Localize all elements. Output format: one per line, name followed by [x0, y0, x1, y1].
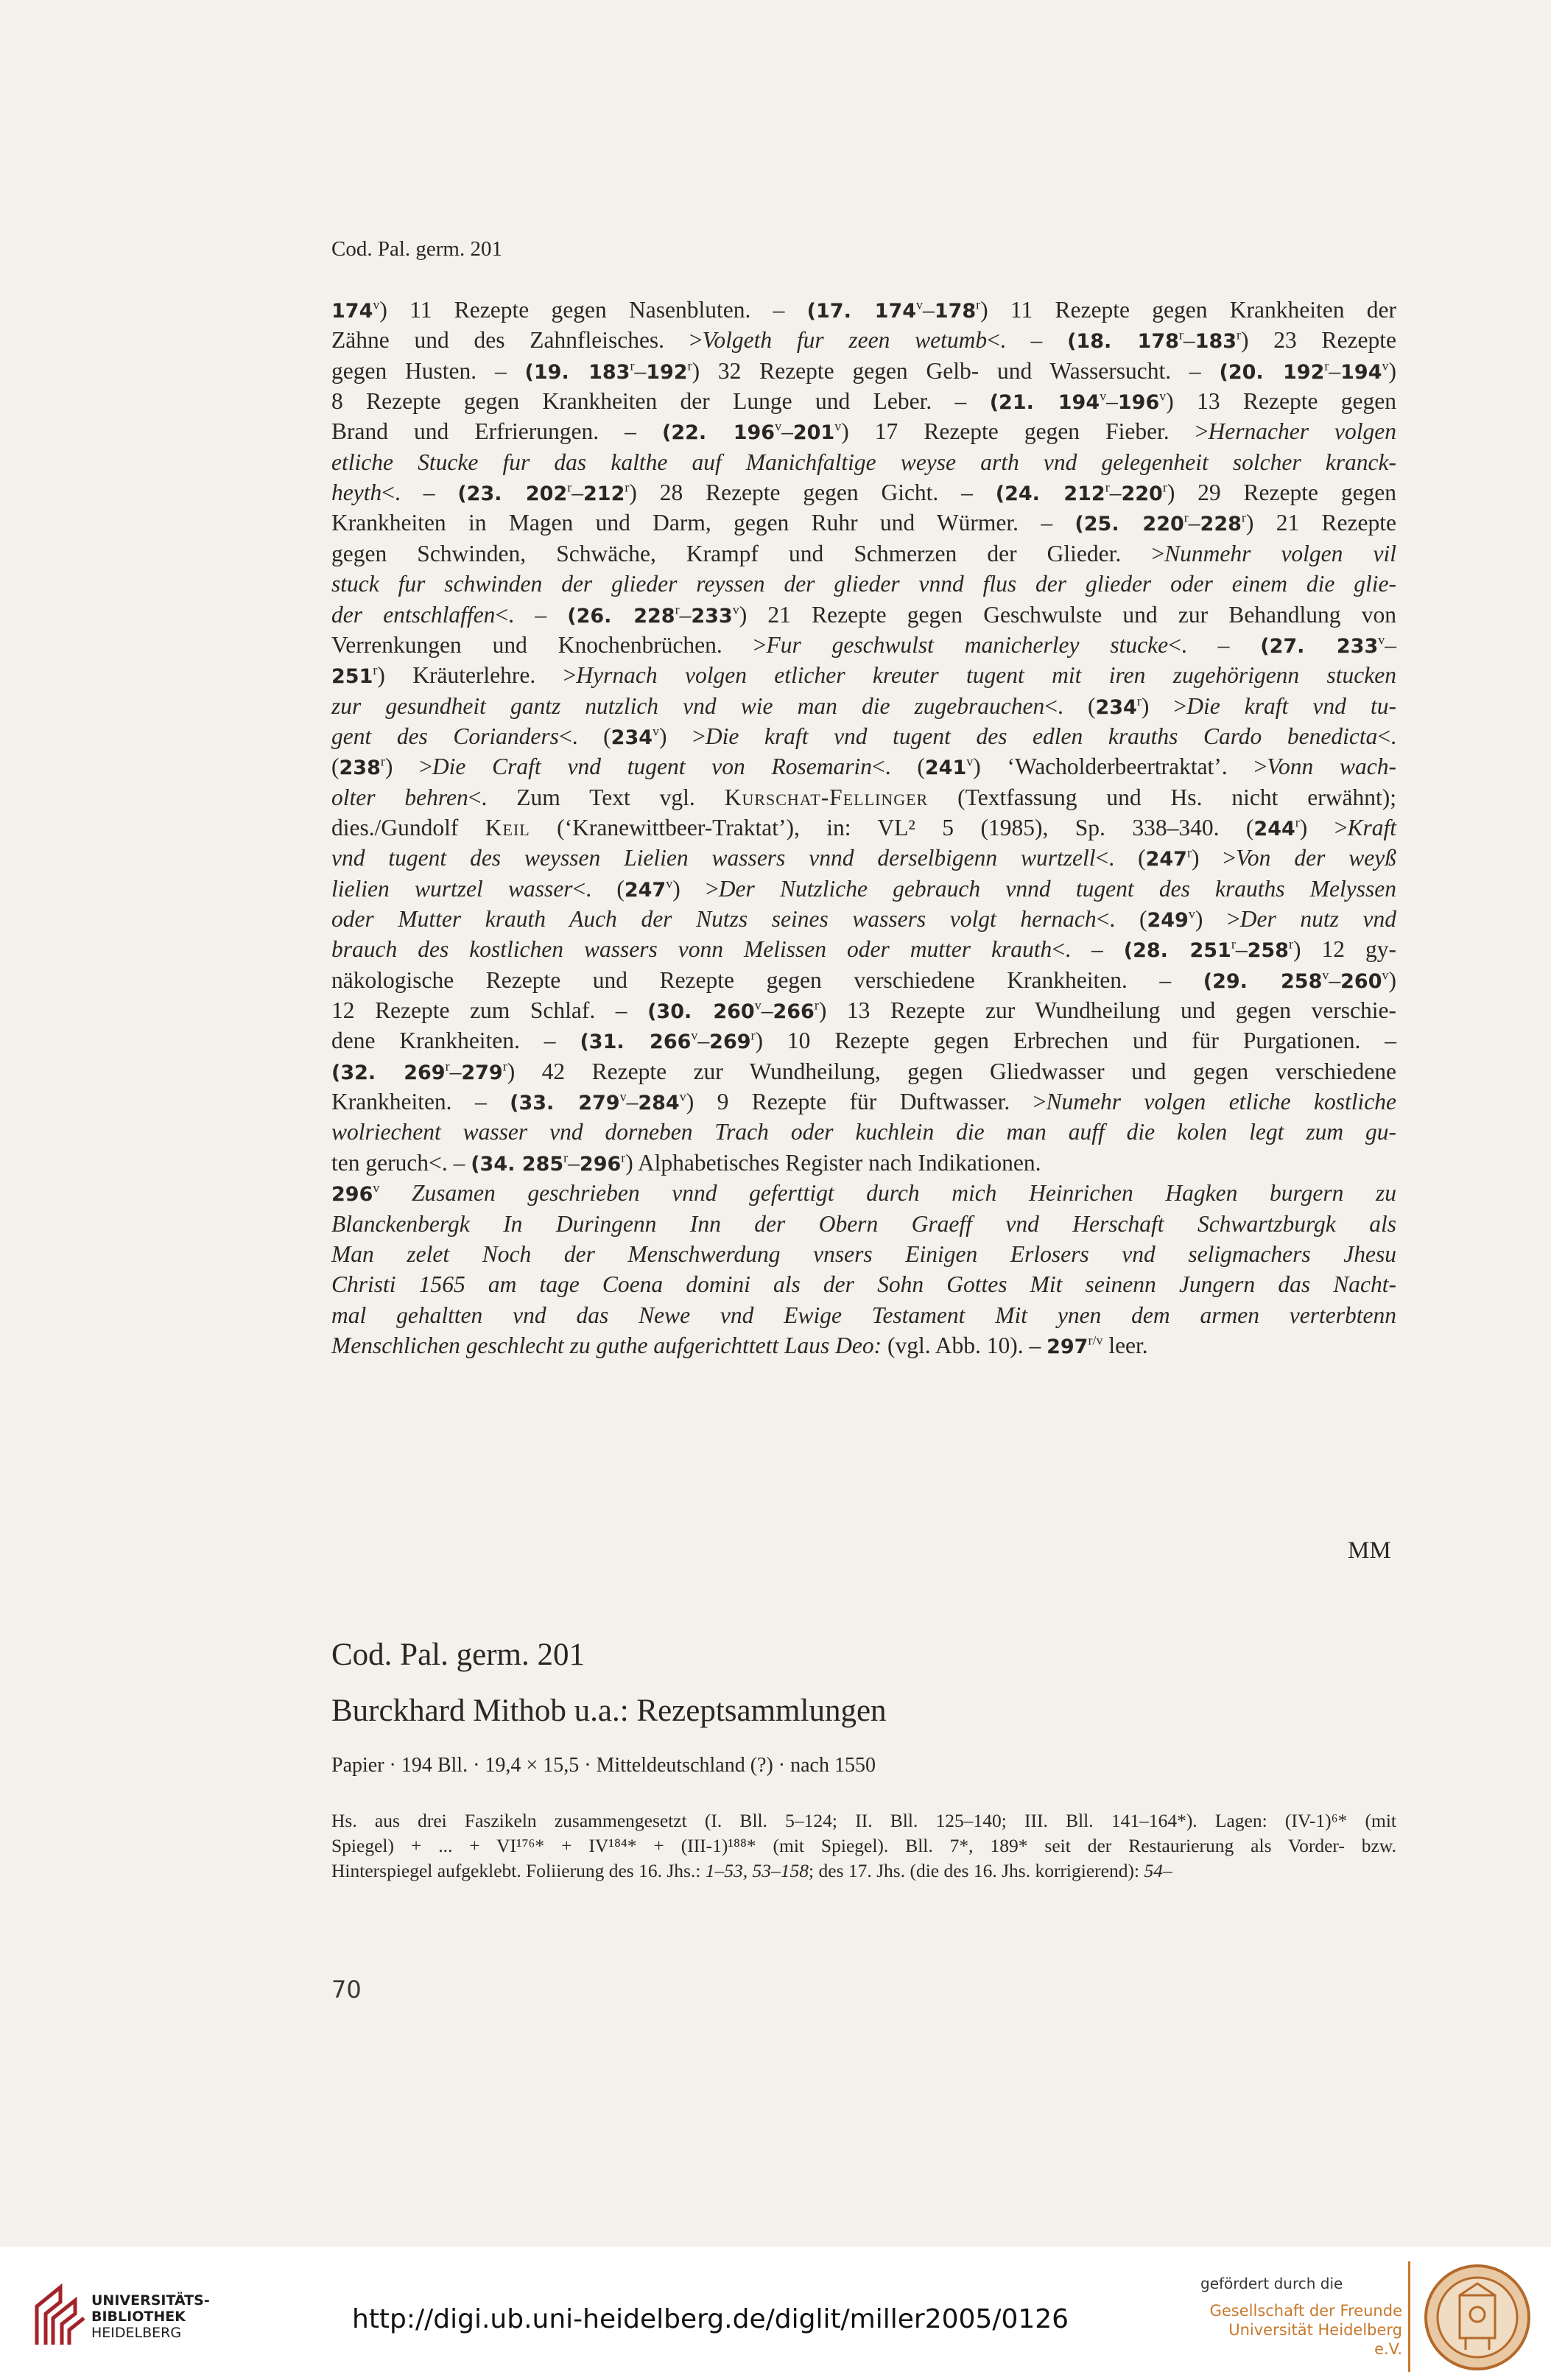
entry-line: mal gehaltten vnd das Newe vnd Ewige Testament Mit ynen dem armen verterbtenn	[331, 1302, 1396, 1328]
entry-line: gegen Husten. – (19. 183$^r$–192$^r$) 32 Rezepte gegen Gelb- und Wassersucht. – (20. 192$^r$–194$^v$)	[331, 357, 1397, 384]
entry-line: olter behren<. Zum Text vgl. Kurschat-Fellinger (Textfassung und Hs. nicht erwähnt);	[331, 784, 1396, 810]
sponsor-line1: Gesellschaft der Freunde	[1209, 2302, 1402, 2320]
sponsor-divider	[1408, 2261, 1410, 2372]
entry-line: gegen Schwinden, Schwäche, Krampf und Schmerzen der Glieder. >Nunmehr volgen vil	[331, 540, 1396, 566]
sponsor-line2: Universität Heidelberg e.V.	[1228, 2321, 1402, 2358]
entry-line: Krankheiten. – (33. 279$^v$–284$^v$) 9 Rezepte für Duftwasser. >Numehr volgen etliche kostliche	[331, 1089, 1397, 1115]
page-number: 70	[331, 1976, 362, 2004]
description-line: Hinterspiegel aufgeklebt. Foliierung des 16. Jhs.: 1–53, 53–158; des 17. Jhs. (die des 16. Jhs. korrigierend): 54–	[331, 1860, 1172, 1881]
entry-line: Christi 1565 am tage Coena domini als der Sohn Gottes Mit seinenn Jungern das Nacht-	[331, 1271, 1396, 1298]
entry-line: $(238^r) >Die$ Craft vnd tugent von Rosemarin<. (241$^v$) ‘Wacholderbeertraktat’. >Vonn wach-	[331, 754, 1396, 780]
library-name-line2: BIBLIOTHEK	[91, 2309, 186, 2325]
entry-line: Verrenkungen und Knochenbrüchen. >Fur geschwulst manicherley stucke<. – (27. 233$^v$–	[331, 631, 1396, 658]
entry-line: 8 Rezepte gegen Krankheiten der Lunge und Leber. – (21. 194$^v$–196$^v$) 13 Rezepte gegen	[331, 388, 1397, 415]
library-name-line1: UNIVERSITÄTS-	[91, 2292, 210, 2309]
entry-line: Krankheiten in Magen und Darm, gegen Ruhr und Würmer. – (25. 220$^r$–228$^r$) 21 Rezepte	[331, 510, 1396, 536]
sponsor-caption: gefördert durch die	[1200, 2275, 1343, 2292]
entry-line: (32. 269$^r$–279$^r$) 42 Rezepte zur Wundheilung, gegen Gliedwasser und gegen verschiedene	[331, 1058, 1396, 1084]
entry-line: oder Mutter krauth Auch der Nutzs seines wassers volgt hernach<. $(249^v) >Der$ nutz vnd	[331, 906, 1396, 932]
entry-line: gent des Corianders<. $(234^v) >Die$ kraft vnd tugent des edlen krauths Cardo benedicta<.	[331, 723, 1396, 749]
entry-line: Menschlichen geschlecht zu guthe aufgerichttett Laus Deo: (vgl. Abb. 10). – $297^{r/v}$ leer.	[331, 1332, 1148, 1358]
sponsor-name	[1199, 2301, 1402, 2359]
entry-line: 296$^v$ Zusamen geschrieben vnnd geferttigt durch mich Heinrichen Hagken burgern zu	[331, 1180, 1396, 1207]
section-heading: Cod. Pal. germ. 201	[331, 1637, 585, 1672]
entry-line: 174$^v$) 11 Rezepte gegen Nasenbluten. – (17. 174$^v$–178$^r$) 11 Rezepte gegen Krankheiten der	[331, 297, 1396, 323]
entry-line: dies./Gundolf Keil (‘Kranewittbeer-Traktat’), in: VL² 5 (1985), Sp. 338–340. $(244^r)$ >Kraft	[331, 814, 1397, 840]
entry-line: vnd tugent des weyssen Lielien wassers vnnd derselbigenn wurtzell<. $(247^r) >Von$ der weyß	[331, 845, 1396, 871]
entry-line: der entschlaffen<. – (26. 228$^r$–233$^v$) 21 Rezepte gegen Geschwulste und zur Behandlung von	[331, 601, 1397, 628]
entry-line: etliche Stucke fur das kalthe auf Manichfaltige weyse arth vnd gelegenheit solcher kranck-	[331, 449, 1396, 475]
entry-line: brauch des kostlichen wassers vonn Melissen oder mutter krauth<. – (28. 251$^r$–258$^r$) 12 gy-	[331, 936, 1396, 963]
library-logo	[29, 2280, 87, 2348]
description-line: Hs. aus drei Faszikeln zusammengesetzt (I. Bll. 5–124; II. Bll. 125–140; III. Bll. 141–164*). Lagen: (IV-1)⁶* (mit	[331, 1810, 1396, 1831]
library-name-line3: HEIDELBERG	[91, 2325, 182, 2341]
entry-line: Zähne und des Zahnfleisches. >Volgeth fur zeen wetumb<. – (18. 178$^r$–183$^r$) 23 Rezepte	[331, 327, 1396, 354]
entry-line: stuck fur schwinden der glieder reyssen der glieder vnnd flus der glieder oder einem die glie-	[331, 571, 1396, 597]
entry-line: 251$^r$) Kräuterlehre. >Hyrnach volgen etlicher kreuter tugent mit iren zugehörigenn stucken	[331, 662, 1396, 689]
entry-line: 12 Rezepte zum Schlaf. – (30. 260$^v$–266$^r$) 13 Rezepte zur Wundheilung und gegen verschie-	[331, 997, 1396, 1024]
entry-line: dene Krankheiten. – (31. 266$^v$–269$^r$) 10 Rezepte gegen Erbrechen und für Purgationen. –	[331, 1028, 1396, 1054]
library-name	[91, 2292, 210, 2341]
description-line: Spiegel) + ... + VI¹⁷⁶* + IV¹⁸⁴* + (III-1)¹⁸⁸* (mit Spiegel). Bll. 7*, 189* seit der Restaurierung als Vorder- bzw.	[331, 1835, 1396, 1856]
author-initials: MM	[1348, 1537, 1391, 1564]
section-meta: Papier · 194 Bll. · 19,4 × 15,5 · Mitteldeutschland (?) · nach 1550	[331, 1754, 876, 1777]
entry-line: zur gesundheit gantz nutzlich vnd wie man die zugebrauchen<. $(234^r) >Die$ kraft vnd tu-	[331, 692, 1396, 719]
running-head: Cod. Pal. germ. 201	[331, 237, 502, 261]
entry-line: ten geruch<. – (34. 285$^r$–296$^r$) Alphabetisches Register nach Indikationen.	[331, 1149, 1041, 1176]
section-title: Burckhard Mithob u.a.: Rezeptsammlungen	[331, 1693, 887, 1728]
entry-line: Blanckenbergk In Duringenn Inn der Obern Graeff vnd Herschaft Schwartzburgk als	[331, 1210, 1396, 1237]
entry-line: Man zelet Noch der Menschwerdung vnsers Einigen Erlosers vnd seligmachers Jhesu	[331, 1240, 1396, 1267]
entry-line: wolriechent wasser vnd dorneben Trach oder kuchlein die man auff die kolen legt zum gu-	[331, 1119, 1396, 1145]
entry-line: lielien wurtzel wasser<. $(247^v) >Der$ Nutzliche gebrauch vnnd tugent des krauths Melyssen	[331, 875, 1396, 902]
university-seal-icon	[1423, 2263, 1532, 2372]
source-url-link[interactable]: http://digi.ub.uni-heidelberg.de/diglit/miller2005/0126	[352, 2304, 1069, 2334]
entry-line: näkologische Rezepte und Rezepte gegen verschiedene Krankheiten. – (29. 258$^v$–260$^v$)	[331, 966, 1396, 993]
entry-line: Brand und Erfrierungen. – (22. 196$^v$–201$^v$) 17 Rezepte gegen Fieber. >Hernacher volgen	[331, 418, 1396, 445]
entry-line: heyth<. – (23. 202$^r$–212$^r$) 28 Rezepte gegen Gicht. – (24. 212$^r$–220$^r$) 29 Rezepte gegen	[331, 480, 1397, 506]
